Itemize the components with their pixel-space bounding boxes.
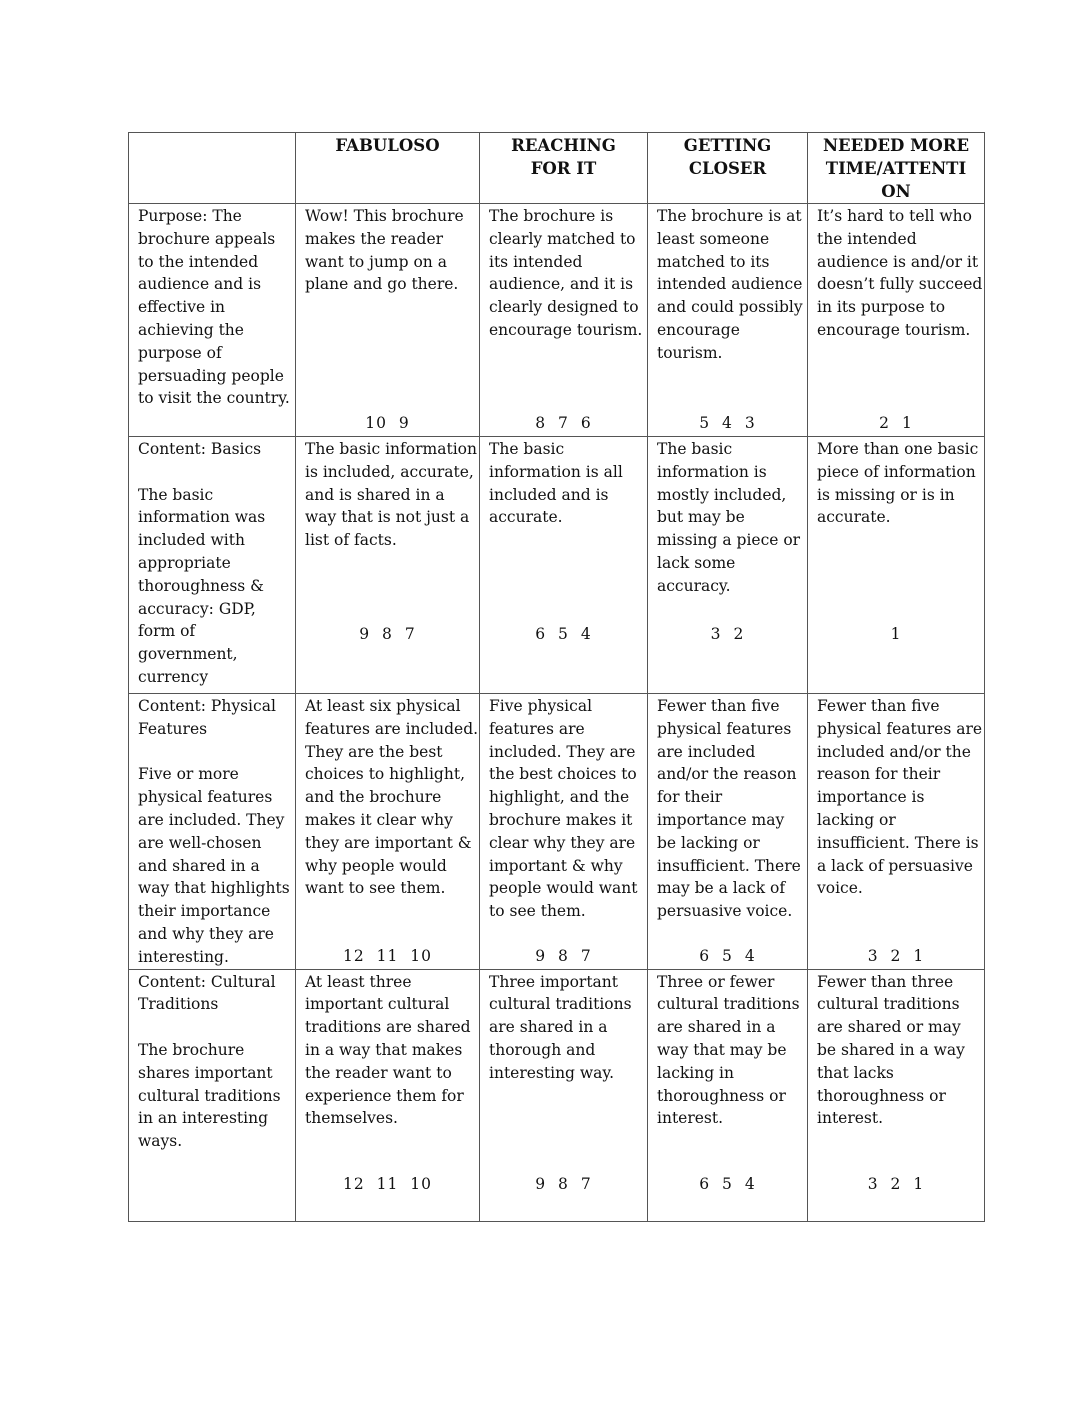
level-cell	[808, 204, 985, 437]
rubric-row-basics	[129, 437, 985, 694]
criterion-cell	[129, 437, 296, 694]
level-score: 12 11 10	[342, 1174, 433, 1193]
header-needed-more-time: NEEDED MORE TIME/ATTENTI ON	[808, 133, 985, 204]
level-score: 6 5 4	[699, 947, 756, 966]
level-cell	[480, 204, 648, 437]
header-row	[129, 133, 985, 204]
level-description: Three important cultural traditions are shared in a thorough and interesting way.	[489, 972, 632, 1082]
level-cell	[296, 437, 480, 694]
criterion-text: Content: Cultural Traditions The brochure shares important cultural traditions in an interesting ways.	[138, 972, 281, 1151]
level-description: Five physical features are included. They are the best choices to highlight, and the brochure makes it clear why they are important & why people would want to see them.	[489, 697, 638, 921]
level-score: 10 9	[365, 414, 410, 433]
level-cell	[296, 694, 480, 970]
rubric-table	[128, 132, 985, 1222]
level-cell	[808, 437, 985, 694]
criterion-text: Content: Physical Features Five or more physical features are included. They are well-chosen and shared in a way that highlights their importance and why they are interesting.	[138, 697, 290, 966]
header-getting-closer: GETTING CLOSER	[648, 133, 808, 204]
level-cell	[648, 437, 808, 694]
level-description: Fewer than five physical features are included and/or the reason for their importance may be lacking or insufficient. There may be a lack of persuasive voice.	[657, 697, 801, 921]
level-description: The brochure is clearly matched to its intended audience, and it is clearly designed to encourage tourism.	[489, 207, 643, 339]
header-reaching-for-it: REACHING FOR IT	[480, 133, 648, 204]
level-score: 9 8 7	[535, 947, 592, 966]
criterion-cell	[129, 969, 296, 1221]
level-description: Wow! This brochure makes the reader want to jump on a plane and go there.	[305, 207, 464, 294]
criterion-text: Content: Basics The basic information was included with appropriate thoroughness & accuracy: GDP, form of government, currency	[138, 440, 266, 686]
level-description: The brochure is at least someone matched to its intended audience and could possibly encourage tourism.	[657, 207, 803, 362]
level-score: 9 8 7	[359, 625, 416, 644]
rubric-row-cultural-traditions	[129, 969, 985, 1221]
header-blank	[129, 133, 296, 204]
level-description: The basic information is included, accurate, and is shared in a way that is not just a list of facts.	[305, 440, 477, 550]
level-score: 8 7 6	[535, 414, 592, 433]
level-description: The basic information is mostly included, but may be missing a piece or lack some accuracy.	[657, 440, 801, 595]
level-cell	[480, 969, 648, 1221]
level-description: It’s hard to tell who the intended audience is and/or it doesn’t fully succeed in its purpose to encourage tourism.	[817, 207, 983, 339]
rubric-row-purpose	[129, 204, 985, 437]
level-score: 5 4 3	[699, 414, 756, 433]
level-score: 9 8 7	[535, 1174, 592, 1193]
level-description: Fewer than five physical features are included and/or the reason for their importance is lacking or insufficient. There is a lack of persuasive voice.	[817, 697, 983, 898]
level-score: 6 5 4	[699, 1174, 756, 1193]
criterion-cell	[129, 694, 296, 970]
level-score: 2 1	[879, 414, 913, 433]
level-cell	[808, 694, 985, 970]
level-description: Three or fewer cultural traditions are shared in a way that may be lacking in thoroughness or interest.	[657, 972, 800, 1128]
criterion-cell	[129, 204, 296, 437]
level-cell	[648, 969, 808, 1221]
level-description: The basic information is all included and is accurate.	[489, 440, 623, 527]
level-cell	[808, 969, 985, 1221]
level-score: 6 5 4	[535, 625, 592, 644]
level-score: 3 2 1	[867, 947, 925, 966]
level-cell	[480, 694, 648, 970]
level-description: At least six physical features are included. They are the best choices to highlight, and the brochure makes it clear why they are important & why people would want to see them.	[305, 697, 479, 898]
rubric-row-physical-features	[129, 694, 985, 970]
level-cell	[296, 969, 480, 1221]
level-score: 3 2 1	[867, 1174, 925, 1193]
level-description: At least three important cultural traditions are shared in a way that makes the reader want to experience them for themselves.	[305, 972, 471, 1128]
level-cell	[296, 204, 480, 437]
level-cell	[480, 437, 648, 694]
level-description: More than one basic piece of information is missing or is in accurate.	[817, 440, 979, 527]
header-fabuloso: FABULOSO	[296, 133, 480, 204]
level-score: 1	[890, 625, 902, 644]
level-score: 3 2	[710, 625, 745, 644]
level-score: 12 11 10	[342, 947, 433, 966]
level-description: Fewer than three cultural traditions are shared or may be shared in a way that lacks thoroughness or interest.	[817, 972, 965, 1128]
criterion-text: Purpose: The brochure appeals to the intended audience and is effective in achieving the purpose of persuading people to visit the country.	[138, 207, 290, 408]
level-cell	[648, 694, 808, 970]
level-cell	[648, 204, 808, 437]
